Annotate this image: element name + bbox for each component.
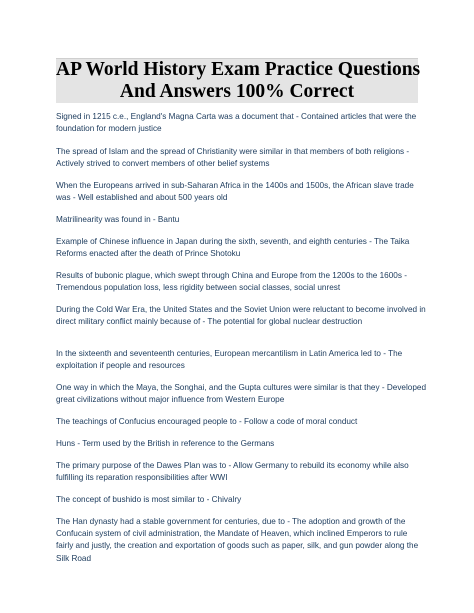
- qa-item: When the Europeans arrived in sub-Saharan Africa in the 1400s and 1500s, the African slave trade was - Well established and about 500 years old: [56, 181, 414, 203]
- qa-item: Signed in 1215 c.e., England's Magna Carta was a document that - Contained articles that were the foundation for modern justice: [56, 112, 417, 134]
- qa-item: The teachings of Confucius encouraged people to - Follow a code of moral conduct: [56, 417, 358, 426]
- document-title: [56, 58, 421, 103]
- qa-item: The primary purpose of the Dawes Plan was to - Allow Germany to rebuild its economy while also fulfilling its reparation responsibilities after WWI: [56, 461, 409, 483]
- qa-item: Matrilinearity was found in - Bantu: [56, 215, 180, 224]
- qa-item: In the sixteenth and seventeenth centuries, European mercantilism in Latin America led to - The exploitation if people and resources: [56, 349, 403, 371]
- qa-item: The Han dynasty had a stable government for centuries, due to - The adoption and growth of the Confucain system of civil administration, the Mandate of Heaven, which inclined Emperors to rule fairly and justly, the creation and exportation of goods such as paper, silk, and gun powder along the Silk Road: [56, 517, 419, 563]
- qa-item: Example of Chinese influence in Japan during the sixth, seventh, and eighth centuries - The Taika Reforms enacted after the death of Prince Shotoku: [56, 237, 410, 259]
- qa-item: Results of bubonic plague, which swept through China and Europe from the 1200s to the 1600s - Tremendous population loss, less rigidity between social classes, social unrest: [56, 271, 407, 293]
- qa-item: During the Cold War Era, the United States and the Soviet Union were reluctant to become involved in direct military conflict mainly because of - The potential for global nuclear destruction: [56, 305, 426, 327]
- qa-item: The spread of Islam and the spread of Christianity were similar in that members of both religions - Actively strived to convert members of other belief systems: [56, 147, 410, 169]
- document-title-line-1: AP World History Exam Practice Questions: [56, 59, 421, 80]
- qa-item: One way in which the Maya, the Songhai, and the Gupta cultures were similar is that they - Developed great civilizations without major influence from Western Europe: [56, 383, 426, 405]
- qa-item: Huns - Term used by the British in reference to the Germans: [56, 439, 275, 448]
- document-title-line-2: And Answers 100% Correct: [119, 81, 355, 102]
- qa-item: The concept of bushido is most similar to - Chivalry: [56, 495, 242, 504]
